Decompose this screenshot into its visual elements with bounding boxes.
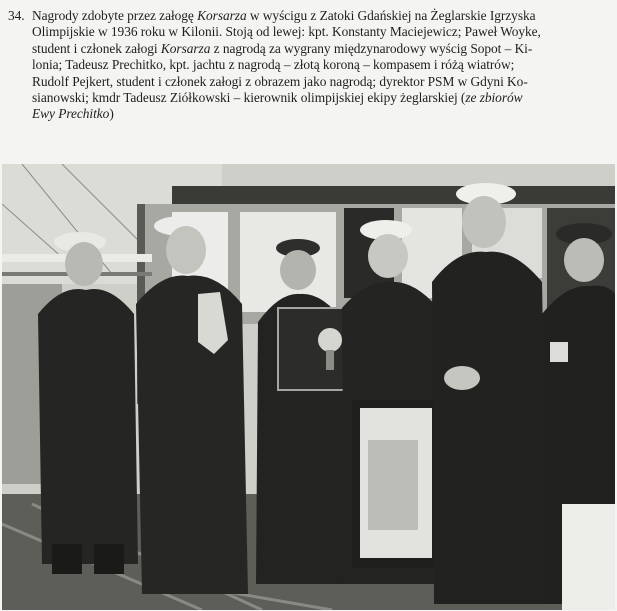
caption-line: Rudolf Pejkert, student i członek załogi z obrazem jako nagrodą; dyrektor PSM w Gdyni Ko- xyxy=(32,73,528,89)
caption-line: student i członek załogi Korsarza z nagrodą za wygrany międzynarodowy wyścig Sopot – Ki- xyxy=(32,40,533,56)
caption-line: sianowski; kmdr Tadeusz Ziółkowski – kierownik olimpijskiej ekipy żeglarskiej (ze zbiorów xyxy=(32,90,523,106)
caption-number: 34. xyxy=(8,8,25,23)
group-photograph xyxy=(2,164,615,610)
caption-line: 34. Nagrody zdobyte przez załogę Korsarza w wyścigu z Zatoki Gdańskiej na Żeglarskie Igrzyska xyxy=(8,8,536,23)
photo-caption xyxy=(8,8,612,123)
caption-line: lonia; Tadeusz Prechitko, kpt. jachtu z nagrodą – złotą koroną – kompasem i różą wiatrów; xyxy=(32,57,515,73)
framed-picture-prize xyxy=(352,400,442,568)
light-patch xyxy=(562,504,615,610)
caption-line: Olimpijskie w 1936 roku w Kilonii. Stoją od lewej: kpt. Konstanty Maciejewicz; Paweł Woyke, xyxy=(32,24,541,40)
caption-line: Ewy Prechitko) xyxy=(32,106,114,122)
